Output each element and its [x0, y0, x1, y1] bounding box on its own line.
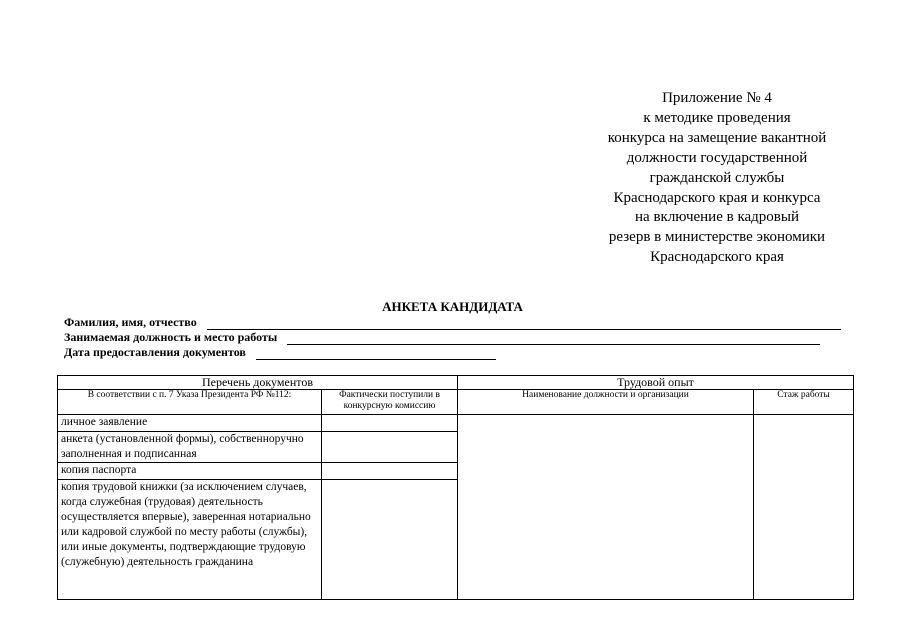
document-item: копия трудовой книжки (за исключением случаев, когда служебная (трудовая) деятельность осуществляется впервые), заверенная нотариально или кадровой службой по месту работы (службы), или иные документы, подтверждающие трудовую (служебную) деятельность гражданина	[58, 480, 322, 600]
appendix-line: гражданской службы	[649, 169, 785, 186]
appendix-line: должности государственной	[626, 149, 808, 166]
document-item: копия паспорта	[58, 463, 322, 480]
appendix-line: конкурса на замещение вакантной	[607, 129, 827, 146]
submission-date-label: Дата предоставления документов	[64, 345, 246, 359]
full-name-field[interactable]	[64, 315, 841, 330]
position-org-column-header: Наименование должности и организации	[458, 390, 754, 415]
documents-list-header: Перечень документов	[58, 376, 458, 390]
decree-column-header: В соответствии с п. 7 Указа Президента РФ №112:	[58, 390, 322, 415]
received-column-header: Фактически поступили в конкурсную комиссию	[322, 390, 458, 415]
full-name-line[interactable]	[207, 318, 841, 330]
position-field[interactable]	[64, 330, 820, 345]
received-cell[interactable]	[322, 415, 458, 432]
received-cell[interactable]	[322, 480, 458, 600]
full-name-label: Фамилия, имя, отчество	[64, 315, 197, 329]
appendix-line: Приложение № 4	[662, 90, 772, 106]
received-cell[interactable]	[322, 463, 458, 480]
position-label: Занимаемая должность и место работы	[64, 330, 278, 344]
appendix-line: Краснодарского края	[650, 249, 784, 266]
appendix-line: к методике проведения	[643, 109, 791, 126]
submission-date-line[interactable]	[256, 348, 496, 360]
document-item: личное заявление	[58, 415, 322, 432]
appendix-line: на включение в кадровый	[635, 209, 799, 226]
form-title: АНКЕТА КАНДИДАТА	[382, 299, 523, 314]
appendix-line: Краснодарского края и конкурса	[613, 189, 821, 206]
received-cell[interactable]	[322, 432, 458, 463]
work-length-cell[interactable]	[754, 415, 854, 600]
documents-table	[57, 375, 854, 600]
work-length-column-header: Стаж работы	[754, 390, 854, 415]
document-item: анкета (установленной формы), собственноручно заполненная и подписанная	[58, 432, 322, 463]
position-org-cell[interactable]	[458, 415, 754, 600]
appendix-line: резерв в министерстве экономики	[608, 229, 826, 246]
work-experience-header: Трудовой опыт	[458, 376, 854, 390]
submission-date-field[interactable]	[64, 345, 496, 360]
appendix-note	[596, 89, 838, 268]
position-line[interactable]	[287, 333, 820, 345]
